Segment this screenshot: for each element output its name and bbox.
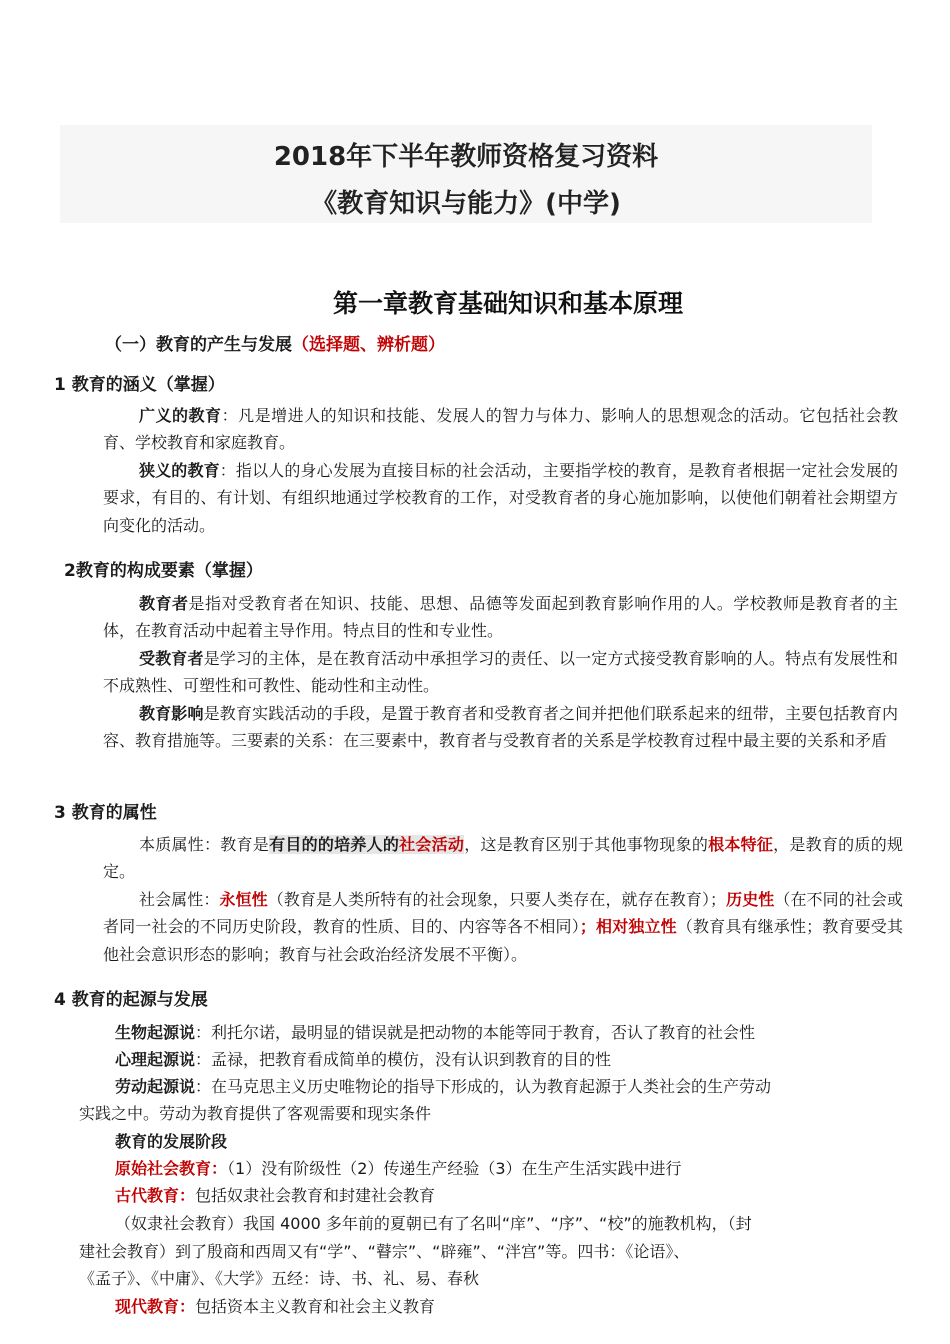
line-modern-education xyxy=(115,1294,435,1317)
line-labor-origin xyxy=(115,1074,771,1097)
line-labor-origin-cont: 实践之中。劳动为教育提供了客观需要和现实条件 xyxy=(79,1104,432,1123)
text-narrow-education: ：指以人的身心发展为直接目标的社会活动，主要指学校的教育，是教育者根据一定社会发展的要求，有目的、有计划、有组织地通过学校教育的工作，对受教育者的身心施加影响，以使他们朝着社会期望方向变化的活动。 xyxy=(103,461,898,535)
paragraph-social-attribute xyxy=(103,886,903,968)
paragraph-broad-education xyxy=(103,402,898,457)
essential-text-b: ，这是教育区别于其他事物现象的 xyxy=(464,835,709,854)
social-text-b: （教育是人类所特有的社会现象，只要人类存在，就存在教育）； xyxy=(267,890,727,909)
heading-education-elements: 2教育的构成要素（掌握） xyxy=(64,561,263,581)
section-title xyxy=(105,330,445,355)
essential-social-activity: 社会活动 xyxy=(399,835,465,854)
social-eternity: 永恒性 xyxy=(219,890,268,909)
text-primitive-education: （1）没有阶级性（2）传递生产经验（3）在生产生活实践中进行 xyxy=(227,1159,682,1178)
term-psychological-origin: 心理起源说 xyxy=(115,1050,196,1069)
text-modern-education: 包括资本主义教育和社会主义教育 xyxy=(195,1297,436,1316)
document-title: 2018年下半年教师资格复习资料 xyxy=(273,142,659,172)
social-text-c: （在不同的社会或者同一社会的不同历史阶段，教育的性质、目的、内容等各不相同） xyxy=(103,890,903,937)
line-ancient-detail-3: 《孟子》、《中庸》、《大学》五经：诗、书、礼、易、春秋 xyxy=(79,1269,480,1288)
document-subtitle: 《教育知识与能力》(中学) xyxy=(311,189,621,219)
paragraph-learner xyxy=(103,645,898,700)
section-title-text: （一）教育的产生与发展 xyxy=(105,335,292,355)
term-modern-education: 现代教育： xyxy=(115,1297,196,1316)
section-note: （选择题、辨析题） xyxy=(292,335,445,355)
paragraph-educator xyxy=(103,590,898,645)
social-text-a: 社会属性： xyxy=(139,890,220,909)
heading-education-meaning: 1 教育的涵义（掌握） xyxy=(54,375,225,395)
chapter-title: 第一章教育基础知识和基本原理 xyxy=(332,289,683,318)
text-psychological-origin: ：孟禄，把教育看成简单的模仿，没有认识到教育的目的性 xyxy=(195,1050,612,1069)
heading-education-attributes: 3 教育的属性 xyxy=(54,803,157,823)
text-labor-origin: ：在马克思主义历史唯物论的指导下形成的，认为教育起源于人类社会的生产劳动 xyxy=(195,1077,772,1096)
line-ancient-detail-1: （奴隶社会教育）我国 4000 多年前的夏朝已有了名叫“庠”、“序”、“校”的施教机构，（封 xyxy=(115,1214,752,1233)
text-influence: 是教育实践活动的手段，是置于教育者和受教育者之间并把他们联系起来的纽带，主要包括教育内容、教育措施等。三要素的关系：在三要素中，教育者与受教育者的关系是学校教育过程中最主要的关系和矛盾 xyxy=(103,704,898,751)
term-broad-education: 广义的教育 xyxy=(139,406,222,425)
essential-fundamental-feature: 根本特征 xyxy=(708,835,774,854)
essential-text-c: ，是教育的质的规定。 xyxy=(103,835,903,882)
term-biological-origin: 生物起源说 xyxy=(115,1023,196,1042)
text-learner: 是学习的主体，是在教育活动中承担学习的责任、以一定方式接受教育影响的人。特点有发展性和不成熟性、可塑性和可教性、能动性和主动性。 xyxy=(103,649,898,696)
essential-highlight: 有目的的培养人的 xyxy=(269,835,400,854)
paragraph-essential-attribute xyxy=(103,831,903,886)
line-primitive-education xyxy=(115,1156,682,1179)
line-ancient-education xyxy=(115,1183,435,1206)
text-educator: 是指对受教育者在知识、技能、思想、品德等发面起到教育影响作用的人。学校教师是教育者的主体，在教育活动中起着主导作用。特点目的性和专业性。 xyxy=(103,594,898,641)
paragraph-influence xyxy=(103,700,898,755)
term-narrow-education: 狭义的教育 xyxy=(139,461,220,480)
term-primitive-education: 原始社会教育： xyxy=(115,1159,228,1178)
social-relative-independence: ；相对独立性 xyxy=(579,917,677,937)
term-influence: 教育影响 xyxy=(139,704,204,723)
heading-development-stages: 教育的发展阶段 xyxy=(115,1132,228,1151)
text-broad-education: ：凡是增进人的知识和技能、发展人的智力与体力、影响人的思想观念的活动。它包括社会教育、学校教育和家庭教育。 xyxy=(103,406,898,453)
essential-text-a: 本质属性：教育是 xyxy=(139,835,270,854)
term-ancient-education: 古代教育： xyxy=(115,1186,196,1205)
term-learner: 受教育者 xyxy=(139,649,204,668)
paragraph-narrow-education xyxy=(103,457,898,539)
social-historicity: 历史性 xyxy=(726,890,775,909)
line-psychological-origin xyxy=(115,1047,611,1070)
social-text-d: （教育具有继承性；教育要受其他社会意识形态的影响；教育与社会政治经济发展不平衡）。 xyxy=(103,917,903,964)
term-labor-origin: 劳动起源说 xyxy=(115,1077,196,1096)
line-ancient-detail-2: 建社会教育）到了殷商和西周又有“学”、“瞽宗”、“辟雍”、“泮宫”等。四书：《论语》、 xyxy=(79,1242,690,1261)
text-biological-origin: ：利托尔诺，最明显的错误就是把动物的本能等同于教育，否认了教育的社会性 xyxy=(195,1023,756,1042)
line-biological-origin xyxy=(115,1020,755,1043)
heading-origin-development: 4 教育的起源与发展 xyxy=(54,990,208,1010)
text-ancient-education: 包括奴隶社会教育和封建社会教育 xyxy=(195,1186,436,1205)
term-educator: 教育者 xyxy=(139,594,189,613)
